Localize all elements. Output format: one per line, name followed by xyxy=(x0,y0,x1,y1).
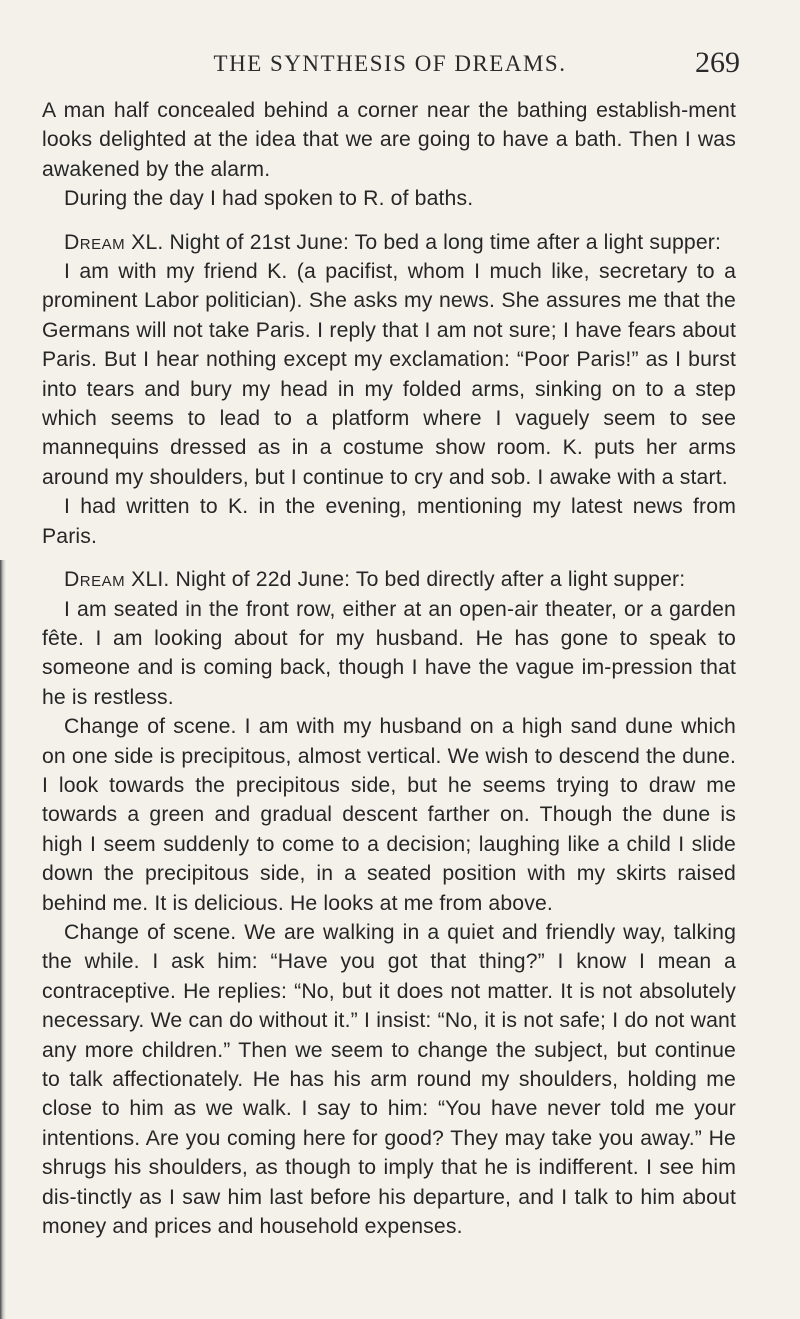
dream-label: Dream xyxy=(64,568,126,592)
paragraph-text: I am with my friend K. (a pacifist, whom I much like, secretary to a prominent Labor politician). She asks my news. She assures me that the Germans will not take Paris. I reply that I am not sure; I have fears about Paris. But I hear nothing except my exclamation: “Poor Paris!” as I burst into tears and bury my head in my folded arms, sinking on to a step which seems to lead to a platform where I vaguely seem to see mannequins dressed as in a costume show room. K. puts her arms around my shoulders, but I continue to cry and sob. I awake with a start. xyxy=(42,260,736,489)
body-text xyxy=(42,96,736,1241)
dream-heading-text: XLI. Night of 22d June: To bed directly after a light supper: xyxy=(125,568,686,592)
running-title: THE SYNTHESIS OF DREAMS. xyxy=(213,51,567,76)
page-number: 269 xyxy=(695,46,740,79)
paragraph-dream-xli-walk xyxy=(42,918,736,1241)
paragraph-dream-xl-body xyxy=(42,257,736,492)
paragraph-text: I had written to K. in the evening, mentioning my latest news from Paris. xyxy=(42,495,736,548)
paragraph-day-note xyxy=(42,184,736,213)
paragraph-text: During the day I had spoken to R. of baths. xyxy=(64,187,474,211)
paragraph-text: I am seated in the front row, either at an open-air theater, or a garden fête. I am looking about for my husband. He has gone to speak to someone and is coming back, though I have the vague im-pression that he is restless. xyxy=(42,597,736,709)
dream-xl-heading xyxy=(42,228,736,257)
paragraph-bath-dream-end xyxy=(42,96,736,184)
paragraph-dream-xli-theater xyxy=(42,595,736,713)
paragraph-text: Change of scene. We are walking in a quiet and friendly way, talking the while. I ask him: “Have you got that thing?” I know I mean a contraceptive. He replies: “No, but it does not matter. It is not absolutely necessary. We can do without it.” I insist: “No, it is not safe; I do not want any more children.” Then we seem to change the subject, but continue to talk affectionately. He has his arm round my shoulders, holding me close to him as we walk. I say to him: “You have never told me your intentions. Are you coming here for good? They may take you away.” He shrugs his shoulders, as though to imply that he is indifferent. I see him dis-tinctly as I saw him last before his departure, and I talk to him about money and prices and household expenses. xyxy=(42,920,736,1239)
dream-xli-heading xyxy=(42,565,736,594)
page-edge-shadow xyxy=(0,560,6,1319)
paragraph-text: Change of scene. I am with my husband on a high sand dune which on one side is precipitous, almost vertical. We wish to descend the dune. I look towards the precipitous side, but he seems trying to draw me towards a green and gradual descent farther on. Though the dune is high I seem suddenly to come to a decision; laughing like a child I slide down the precipitous side, in a seated position with my skirts raised behind me. It is delicious. He looks at me from above. xyxy=(42,715,736,915)
paragraph-text: A man half concealed behind a corner near the bathing establish-ment looks delighted at the idea that we are going to have a bath. Then I was awakened by the alarm. xyxy=(42,99,736,181)
paragraph-dream-xl-note xyxy=(42,492,736,551)
paragraph-dream-xli-dune xyxy=(42,712,736,918)
dream-heading-text: XL. Night of 21st June: To bed a long time after a light supper: xyxy=(125,230,722,254)
running-header xyxy=(40,46,740,86)
dream-label: Dream xyxy=(64,230,126,254)
